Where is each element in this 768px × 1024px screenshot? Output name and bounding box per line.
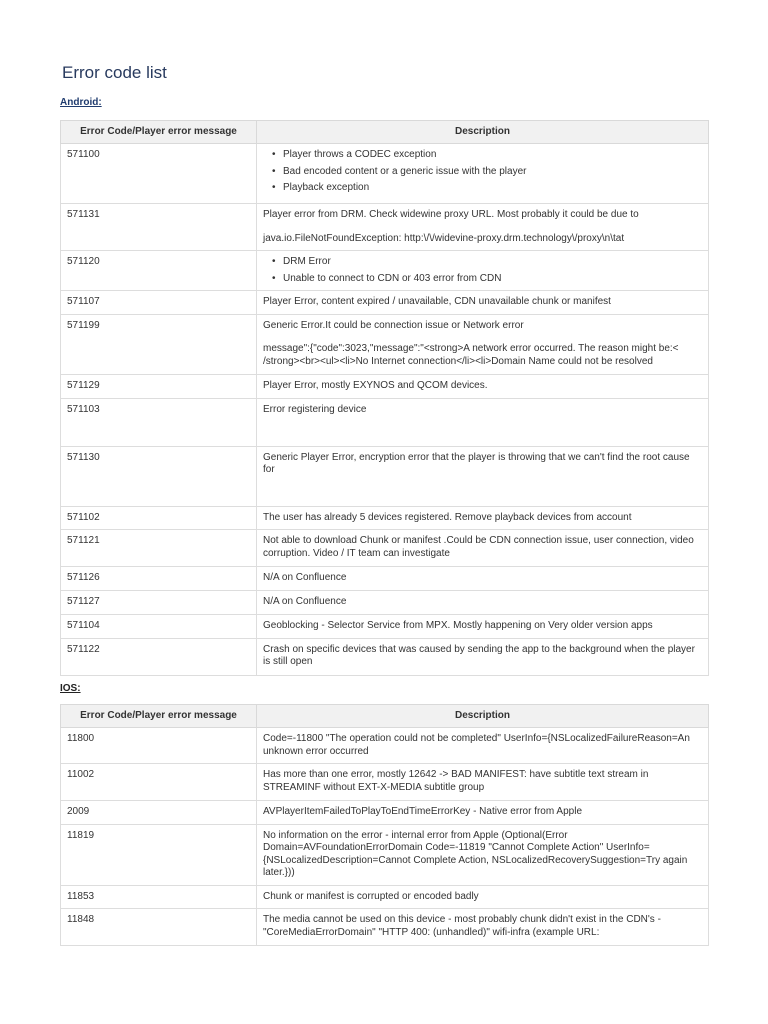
description-cell [257, 291, 709, 315]
description-cell [257, 801, 709, 825]
description-text: Has more than one error, mostly 12642 -> BAD MANIFEST: have subtitle text stream in STREAMINF without EXT-X-MEDIA subtitle group [263, 769, 649, 793]
error-code-cell: 571131 [61, 204, 257, 251]
description-text: java.io.FileNotFoundException: http:\/\/widevine-proxy.drm.technology\/proxy\n\tat [263, 232, 625, 244]
error-code-cell: 571102 [61, 506, 257, 530]
bullet-text: Unable to connect to CDN or 403 error from CDN [283, 272, 502, 284]
description-text: Code=-11800 "The operation could not be completed" UserInfo={NSLocalizedFailureReason=An unknown error occurred [263, 733, 690, 757]
error-code-cell: 571127 [61, 591, 257, 615]
bullet-icon: • [272, 165, 276, 177]
ios-section-heading: IOS: [60, 683, 81, 694]
table-row [61, 638, 709, 675]
list-item [272, 272, 702, 286]
error-code-cell: 11848 [61, 909, 257, 946]
table-row [61, 824, 709, 885]
description-text: Generic Error.It could be connection issue or Network error [263, 319, 524, 331]
ios-error-table [60, 704, 709, 946]
error-code-cell: 571120 [61, 251, 257, 291]
error-code-cell: 571130 [61, 446, 257, 506]
description-text: Player Error, mostly EXYNOS and QCOM devices. [263, 379, 488, 391]
description-text: N/A on Confluence [263, 572, 347, 583]
table-row [61, 614, 709, 638]
error-code-cell: 11819 [61, 824, 257, 885]
description-text: AVPlayerItemFailedToPlayToEndTimeErrorKey - Native error from Apple [263, 806, 583, 817]
table-row [61, 291, 709, 315]
error-code-cell: 571122 [61, 638, 257, 675]
error-code-cell: 571121 [61, 530, 257, 567]
description-cell [257, 530, 709, 567]
description-text: Player error from DRM. Check widewine proxy URL. Most probably it could be due to [263, 209, 639, 220]
error-code-cell: 571126 [61, 567, 257, 591]
description-cell [257, 314, 709, 374]
table-row [61, 885, 709, 909]
error-code-cell: 11002 [61, 764, 257, 801]
description-cell [257, 446, 709, 506]
table-row [61, 728, 709, 764]
bullet-text: DRM Error [283, 256, 331, 267]
description-cell [257, 764, 709, 801]
table-row [61, 398, 709, 446]
description-text: message":{"code":3023,"message":"<strong>A network error occurred. The reason might be:< /strong><br><ul><li>No Internet connection</li><li>Domain Name could not be resolved [263, 343, 679, 367]
list-item [272, 182, 702, 195]
bullet-text: Player throws a CODEC exception [283, 149, 437, 160]
description-text: Geoblocking - Selector Service from MPX. Mostly happening on Very older version apps [263, 619, 653, 631]
page-title: Error code list [62, 63, 167, 82]
description-text: N/A on Confluence [263, 596, 347, 607]
table-row [61, 446, 709, 506]
table-row [61, 144, 709, 204]
description-text: Not able to download Chunk or manifest .Could be CDN connection issue, user connection, video corruption. Video / IT team can investigate [263, 535, 694, 559]
error-code-cell: 571199 [61, 314, 257, 374]
table-row [61, 764, 709, 801]
bullet-icon: • [272, 256, 276, 267]
description-bullet-list [263, 256, 702, 285]
bullet-icon: • [272, 272, 276, 284]
table-row [61, 909, 709, 946]
description-cell [257, 144, 709, 204]
description-cell [257, 824, 709, 885]
description-text: No information on the error - internal error from Apple (Optional(Error Domain=AVFoundationErrorDomain Code=-11819 "Cannot Complete Action" UserInfo= {NSLocalizedDescription=Cannot Complete Action, NSLocalizedRecoverySuggestion=Try again later.})) [263, 829, 688, 878]
description-cell [257, 638, 709, 675]
bullet-text: Playback exception [283, 182, 370, 193]
table-row [61, 314, 709, 374]
description-text: The user has already 5 devices registered. Remove playback devices from account [263, 511, 632, 523]
column-header-code: Error Code/Player error message [61, 121, 257, 144]
column-header-code: Error Code/Player error message [61, 705, 257, 728]
table-row [61, 567, 709, 591]
list-item [272, 165, 702, 179]
error-code-cell: 571104 [61, 614, 257, 638]
list-item [272, 149, 702, 162]
description-text: The media cannot be used on this device - most probably chunk didn't exist in the CDN's - "CoreMediaErrorDomain" "HTTP 400: (unhandled)" wifi-infra (example URL: [263, 914, 661, 938]
table-row [61, 506, 709, 530]
description-cell [257, 204, 709, 251]
error-code-cell: 571100 [61, 144, 257, 204]
table-row [61, 204, 709, 251]
description-cell [257, 567, 709, 591]
error-code-cell: 571129 [61, 374, 257, 398]
description-text: Chunk or manifest is corrupted or encoded badly [263, 890, 479, 902]
table-row [61, 591, 709, 615]
error-code-cell: 11800 [61, 728, 257, 764]
android-section-heading: Android: [60, 97, 102, 108]
description-cell [257, 251, 709, 291]
description-text: Player Error, content expired / unavailable, CDN unavailable chunk or manifest [263, 296, 611, 307]
description-text: Error registering device [263, 403, 367, 415]
table-row [61, 530, 709, 567]
description-cell [257, 614, 709, 638]
description-cell [257, 728, 709, 764]
description-text: Generic Player Error, encryption error that the player is throwing that we can't find the root cause for [263, 451, 690, 475]
error-code-cell: 2009 [61, 801, 257, 825]
error-code-cell: 571103 [61, 398, 257, 446]
list-item [272, 256, 702, 269]
table-row [61, 251, 709, 291]
description-cell [257, 374, 709, 398]
android-error-table [60, 120, 709, 676]
bullet-icon: • [272, 182, 276, 193]
bullet-icon: • [272, 149, 276, 160]
table-row [61, 374, 709, 398]
error-code-cell: 11853 [61, 885, 257, 909]
table-header-row [61, 705, 709, 728]
description-cell [257, 591, 709, 615]
error-code-cell: 571107 [61, 291, 257, 315]
description-cell [257, 885, 709, 909]
description-cell [257, 398, 709, 446]
column-header-description: Description [257, 121, 709, 144]
column-header-description: Description [257, 705, 709, 728]
description-cell [257, 909, 709, 946]
description-text: Crash on specific devices that was caused by sending the app to the background when the player is still open [263, 643, 695, 667]
description-cell [257, 506, 709, 530]
table-header-row [61, 121, 709, 144]
description-bullet-list [263, 149, 702, 195]
bullet-text: Bad encoded content or a generic issue with the player [283, 165, 527, 177]
table-row [61, 801, 709, 825]
